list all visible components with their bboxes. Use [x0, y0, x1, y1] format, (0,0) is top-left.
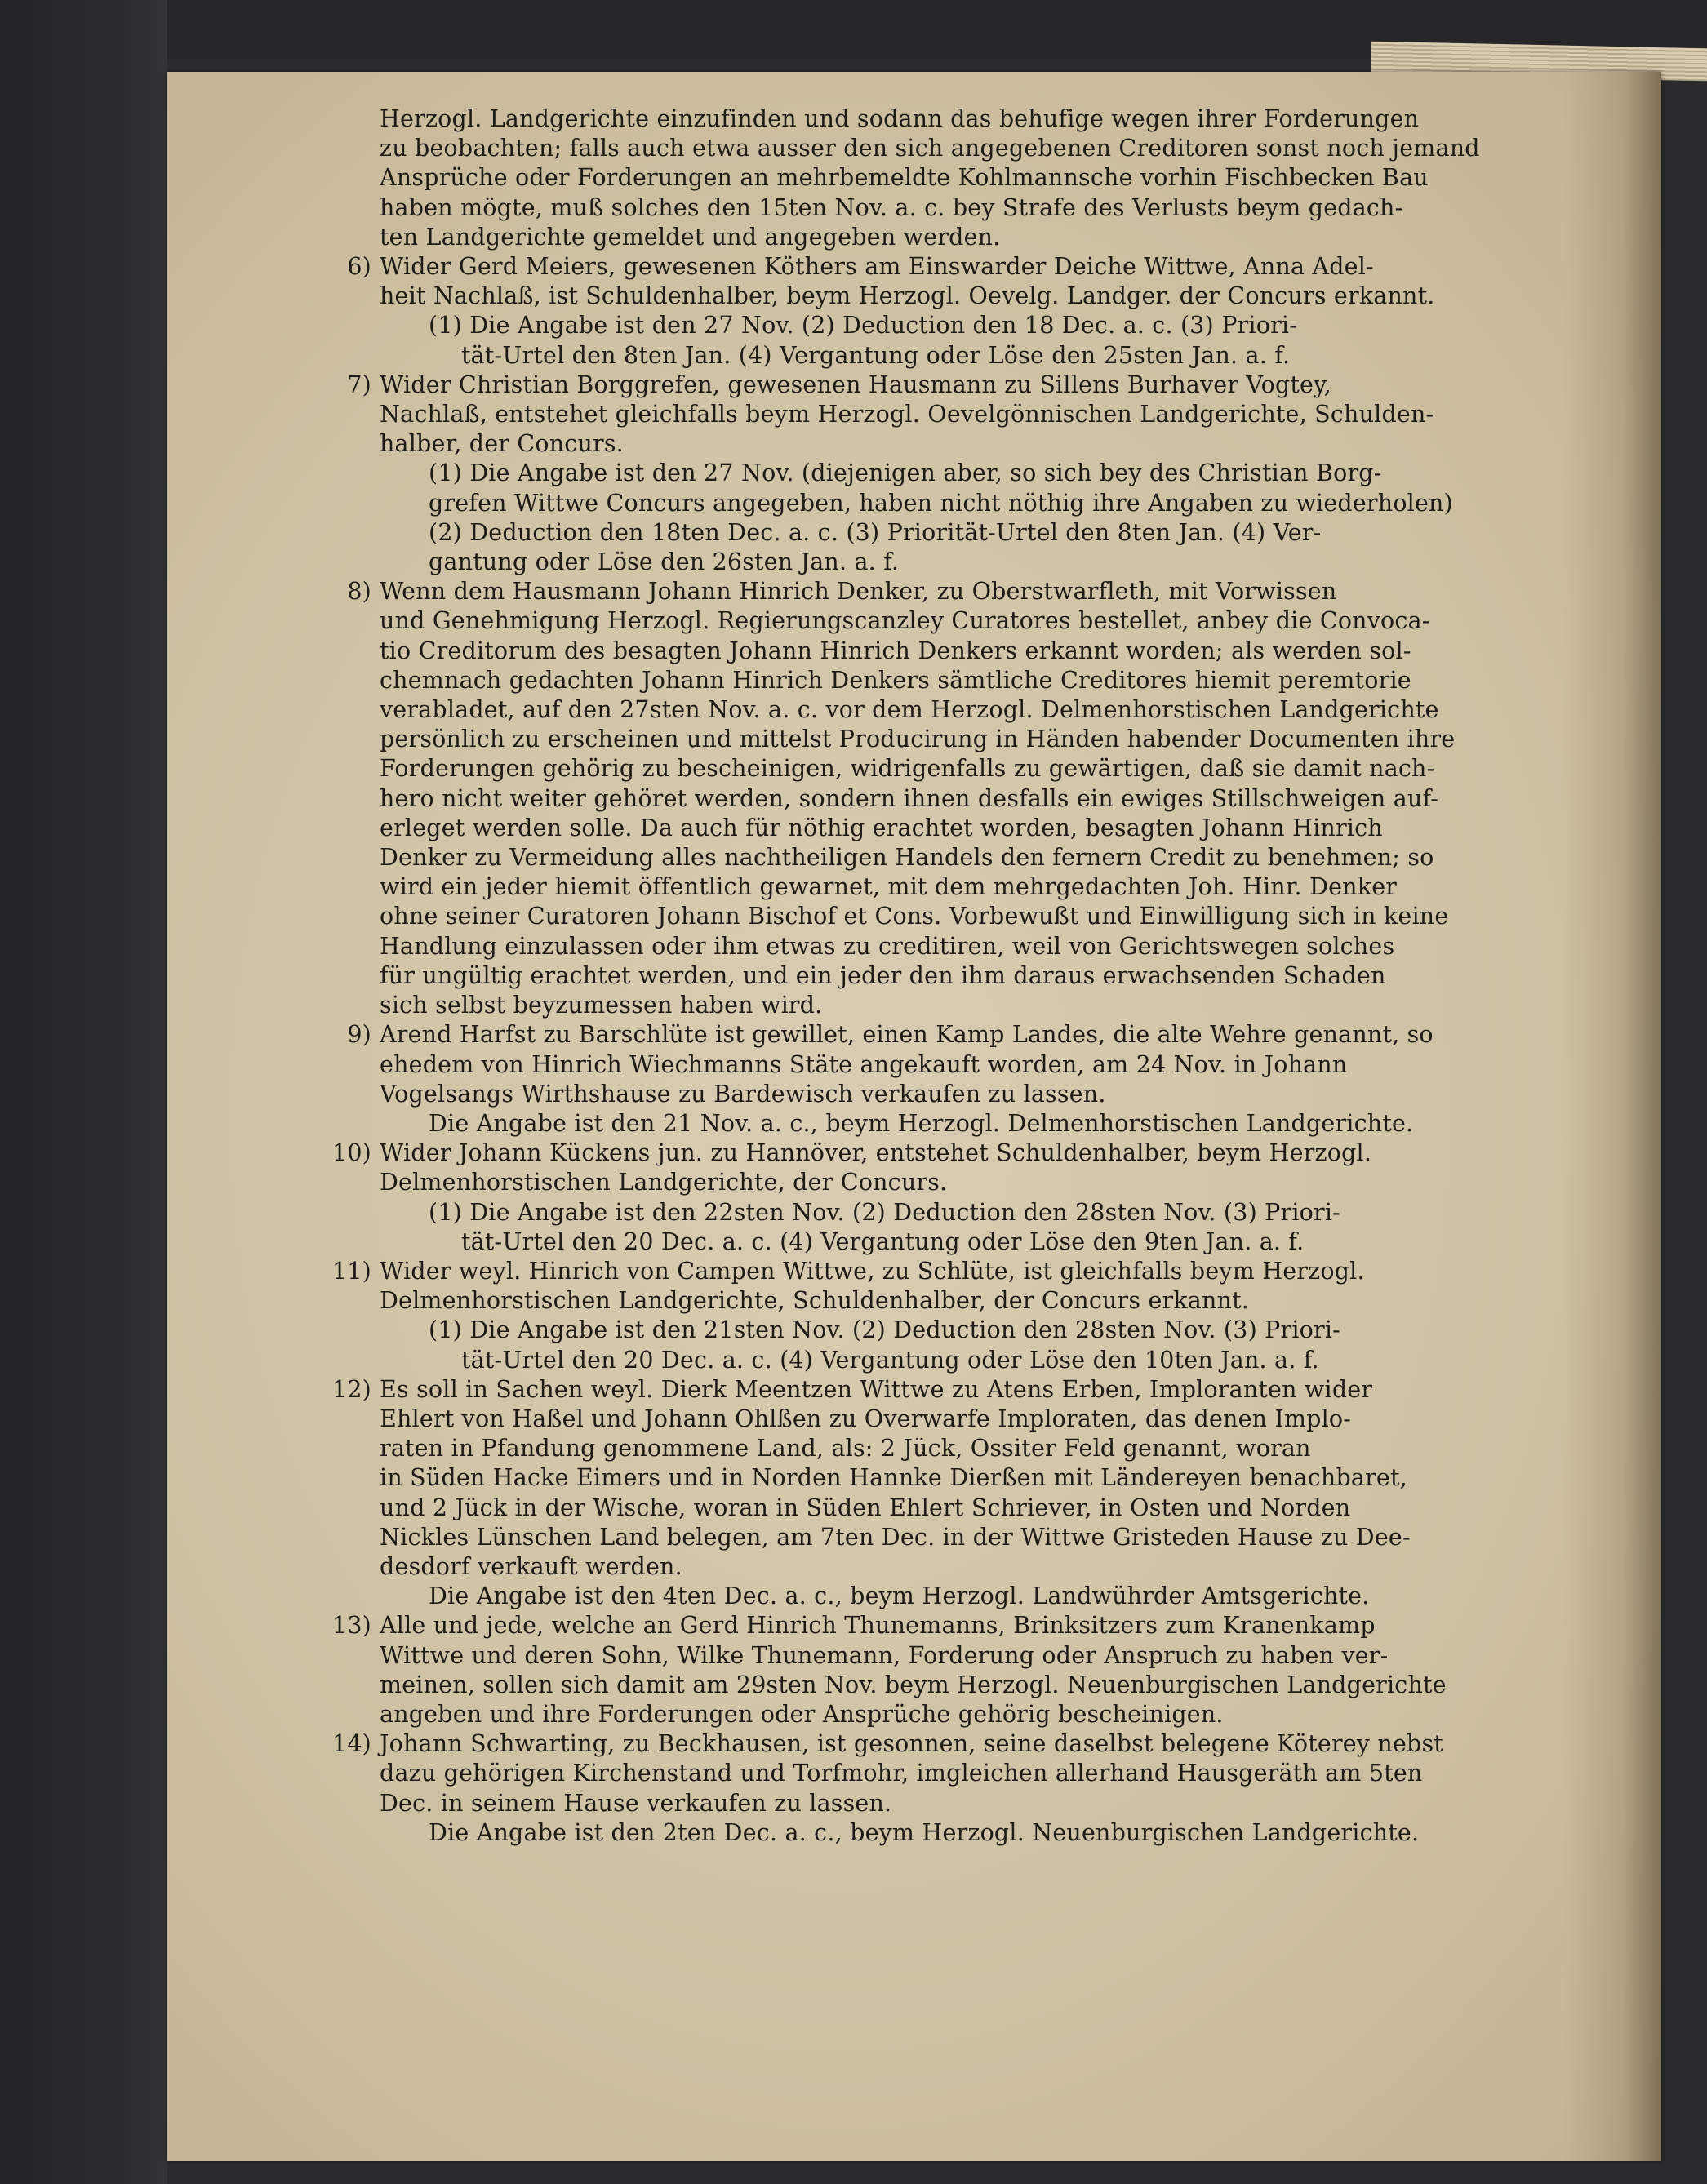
text-line: haben mögte, muß solches den 15ten Nov. a. c. bey Strafe des Verlusts beym gedach-	[380, 193, 1403, 221]
text-line: tät-Urtel den 8ten Jan. (4) Vergantung oder Löse den 25sten Jan. a. f.	[461, 341, 1291, 369]
notice-entry	[347, 1020, 1588, 1139]
text-line: tät-Urtel den 20 Dec. a. c. (4) Vergantung oder Löse den 10ten Jan. a. f.	[461, 1346, 1319, 1374]
text-line: Vogelsangs Wirthshause zu Bardewisch verkaufen zu lassen.	[380, 1080, 1106, 1108]
text-line: tät-Urtel den 20 Dec. a. c. (4) Vergantung oder Löse den 9ten Jan. a. f.	[461, 1227, 1305, 1255]
notice-entry	[332, 1375, 1588, 1612]
text-line: (2) Deduction den 18ten Dec. a. c. (3) Priorität-Urtel den 8ten Jan. (4) Ver-	[429, 518, 1322, 546]
text-line: Denker zu Vermeidung alles nachtheiligen Handels den fernern Credit zu benehmen; so	[380, 844, 1434, 872]
text-line: Dec. in seinem Hause verkaufen zu lassen.	[380, 1789, 892, 1817]
text-line: Delmenhorstischen Landgerichte, der Concurs.	[380, 1169, 948, 1196]
text-line: Wenn dem Hausmann Johann Hinrich Denker, zu Oberstwarfleth, mit Vorwissen	[380, 578, 1337, 606]
entry-number: 6)	[347, 253, 371, 281]
text-line: gantung oder Löse den 26sten Jan. a. f.	[429, 548, 900, 576]
scanner-background-left	[0, 0, 167, 2184]
text-line: heit Nachlaß, ist Schuldenhalber, beym Herzogl. Oevelg. Landger. der Concurs erkannt.	[380, 282, 1435, 310]
text-line: Forderungen gehörig zu bescheinigen, widrigenfalls zu gewärtigen, daß sie damit nach-	[380, 755, 1435, 783]
text-line: Johann Schwarting, zu Beckhausen, ist gesonnen, seine daselbst belegene Köterey nebst	[380, 1730, 1443, 1758]
entry-number: 9)	[347, 1021, 371, 1049]
entry-number: 11)	[332, 1257, 371, 1285]
notice-entry	[332, 1729, 1588, 1848]
entry-number: 8)	[347, 578, 371, 606]
text-line: dazu gehörigen Kirchenstand und Torfmohr, imgleichen allerhand Hausgeräth am 5ten	[380, 1760, 1423, 1787]
text-line: halber, der Concurs.	[380, 430, 624, 458]
text-line: (1) Die Angabe ist den 21sten Nov. (2) Deduction den 28sten Nov. (3) Priori-	[429, 1316, 1341, 1344]
text-line: tio Creditorum des besagten Johann Hinrich Denkers erkannt worden; als werden sol-	[380, 637, 1411, 664]
text-line: und 2 Jück in der Wische, woran in Süden Ehlert Schriever, in Osten und Norden	[380, 1494, 1351, 1521]
text-line: Alle und jede, welche an Gerd Hinrich Thunemanns, Brinksitzers zum Kranenkamp	[380, 1612, 1376, 1640]
text-line: Ehlert von Haßel und Johann Ohlßen zu Overwarfe Imploraten, das denen Implo-	[380, 1405, 1352, 1432]
text-line: sich selbst beyzumessen haben wird.	[380, 992, 823, 1019]
entry-number: 12)	[332, 1375, 371, 1403]
text-line: Wider Gerd Meiers, gewesenen Köthers am Einswarder Deiche Wittwe, Anna Adel-	[380, 253, 1374, 281]
notice-entry	[332, 1257, 1588, 1375]
text-line: ten Landgerichte gemeldet und angegeben werden.	[380, 223, 1001, 251]
text-line: (1) Die Angabe ist den 27 Nov. (diejenigen aber, so sich bey des Christian Borg-	[429, 459, 1382, 487]
text-line: und Genehmigung Herzogl. Regierungscanzley Curatores bestellet, anbey die Convoca-	[380, 607, 1430, 635]
text-line: zu beobachten; falls auch etwa ausser den sich angegebenen Creditoren sonst noch jemand	[380, 135, 1480, 162]
text-line: persönlich zu erscheinen und mittelst Producirung in Händen habender Documenten ihre	[380, 726, 1456, 753]
text-line: desdorf verkauft werden.	[380, 1552, 682, 1580]
text-line: Nickles Lünschen Land belegen, am 7ten Dec. in der Wittwe Gristeden Hause zu Dee-	[380, 1523, 1411, 1551]
text-line: hero nicht weiter gehöret werden, sondern ihnen desfalls ein ewiges Stillschweigen auf-	[380, 784, 1439, 812]
text-line: Wider weyl. Hinrich von Campen Wittwe, zu Schlüte, ist gleichfalls beym Herzogl.	[380, 1257, 1365, 1285]
notice-entry	[347, 371, 1588, 577]
text-line: chemnach gedachten Johann Hinrich Denkers sämtliche Creditores hiemit peremtorie	[380, 666, 1411, 694]
text-line: Die Angabe ist den 21 Nov. a. c., beym Herzogl. Delmenhorstischen Landgerichte.	[429, 1109, 1414, 1137]
text-line: Herzogl. Landgerichte einzufinden und sodann das behufige wegen ihrer Forderungen	[380, 105, 1420, 132]
text-line: Die Angabe ist den 4ten Dec. a. c., beym Herzogl. Landwührder Amtsgerichte.	[429, 1583, 1370, 1610]
text-line: angeben und ihre Forderungen oder Ansprüche gehörig bescheinigen.	[380, 1700, 1224, 1728]
text-line: Wider Johann Kückens jun. zu Hannöver, entstehet Schuldenhalber, beym Herzogl.	[380, 1139, 1372, 1167]
entry-number: 14)	[332, 1730, 371, 1758]
text-line: (1) Die Angabe ist den 27 Nov. (2) Deduction den 18 Dec. a. c. (3) Priori-	[429, 312, 1298, 340]
text-line: ehedem von Hinrich Wiechmanns Stäte angekauft worden, am 24 Nov. in Johann	[380, 1050, 1348, 1078]
text-line: meinen, sollen sich damit am 29sten Nov. beym Herzogl. Neuenburgischen Landgerichte	[380, 1671, 1447, 1698]
text-line: Ansprüche oder Forderungen an mehrbemeldte Kohlmannsche vorhin Fischbecken Bau	[380, 164, 1429, 192]
notice-entry	[332, 1139, 1588, 1257]
text-line: (1) Die Angabe ist den 22sten Nov. (2) Deduction den 28sten Nov. (3) Priori-	[429, 1198, 1341, 1226]
text-line: raten in Pfandung genommene Land, als: 2 Jück, Ossiter Feld genannt, woran	[380, 1435, 1311, 1463]
document-page	[167, 72, 1661, 2161]
text-line: grefen Wittwe Concurs angegeben, haben nicht nöthig ihre Angaben zu wiederholen)	[429, 489, 1453, 517]
text-line: verabladet, auf den 27sten Nov. a. c. vor dem Herzogl. Delmenhorstischen Landgerichte	[380, 696, 1439, 724]
text-line: Arend Harfst zu Barschlüte ist gewillet, einen Kamp Landes, die alte Wehre genannt, so	[380, 1021, 1434, 1049]
text-line: wird ein jeder hiemit öffentlich gewarnet, mit dem mehrgedachten Joh. Hinr. Denker	[380, 873, 1398, 901]
entry-number: 13)	[332, 1612, 371, 1640]
entry-number: 7)	[347, 371, 371, 398]
text-line: für ungültig erachtet werden, und ein jeder den ihm daraus erwachsenden Schaden	[380, 961, 1386, 989]
text-line: in Süden Hacke Eimers und in Norden Hannke Dierßen mit Ländereyen benachbaret,	[380, 1464, 1407, 1492]
text-line: Delmenhorstischen Landgerichte, Schuldenhalber, der Concurs erkannt.	[380, 1287, 1250, 1315]
notice-entry	[332, 1611, 1588, 1729]
notice-entry	[380, 104, 1588, 252]
notice-entry	[347, 252, 1588, 371]
text-line: Nachlaß, entstehet gleichfalls beym Herzogl. Oevelgönnischen Landgerichte, Schulden-	[380, 401, 1434, 428]
page-text-body	[332, 104, 1588, 1848]
text-line: erleget werden solle. Da auch für nöthig erachtet worden, besagten Johann Hinrich	[380, 814, 1383, 841]
entry-number: 10)	[332, 1139, 371, 1167]
notice-entry	[347, 577, 1588, 1020]
text-line: Wider Christian Borggrefen, gewesenen Hausmann zu Sillens Burhaver Vogtey,	[380, 371, 1331, 398]
text-line: Wittwe und deren Sohn, Wilke Thunemann, Forderung oder Anspruch zu haben ver-	[380, 1641, 1389, 1669]
text-line: ohne seiner Curatoren Johann Bischof et Cons. Vorbewußt und Einwilligung sich in keine	[380, 903, 1449, 930]
text-line: Die Angabe ist den 2ten Dec. a. c., beym Herzogl. Neuenburgischen Landgerichte.	[429, 1818, 1420, 1846]
text-line: Handlung einzulassen oder ihm etwas zu creditiren, weil von Gerichtswegen solches	[380, 932, 1395, 960]
text-line: Es soll in Sachen weyl. Dierk Meentzen Wittwe zu Atens Erben, Imploranten wider	[380, 1375, 1373, 1403]
